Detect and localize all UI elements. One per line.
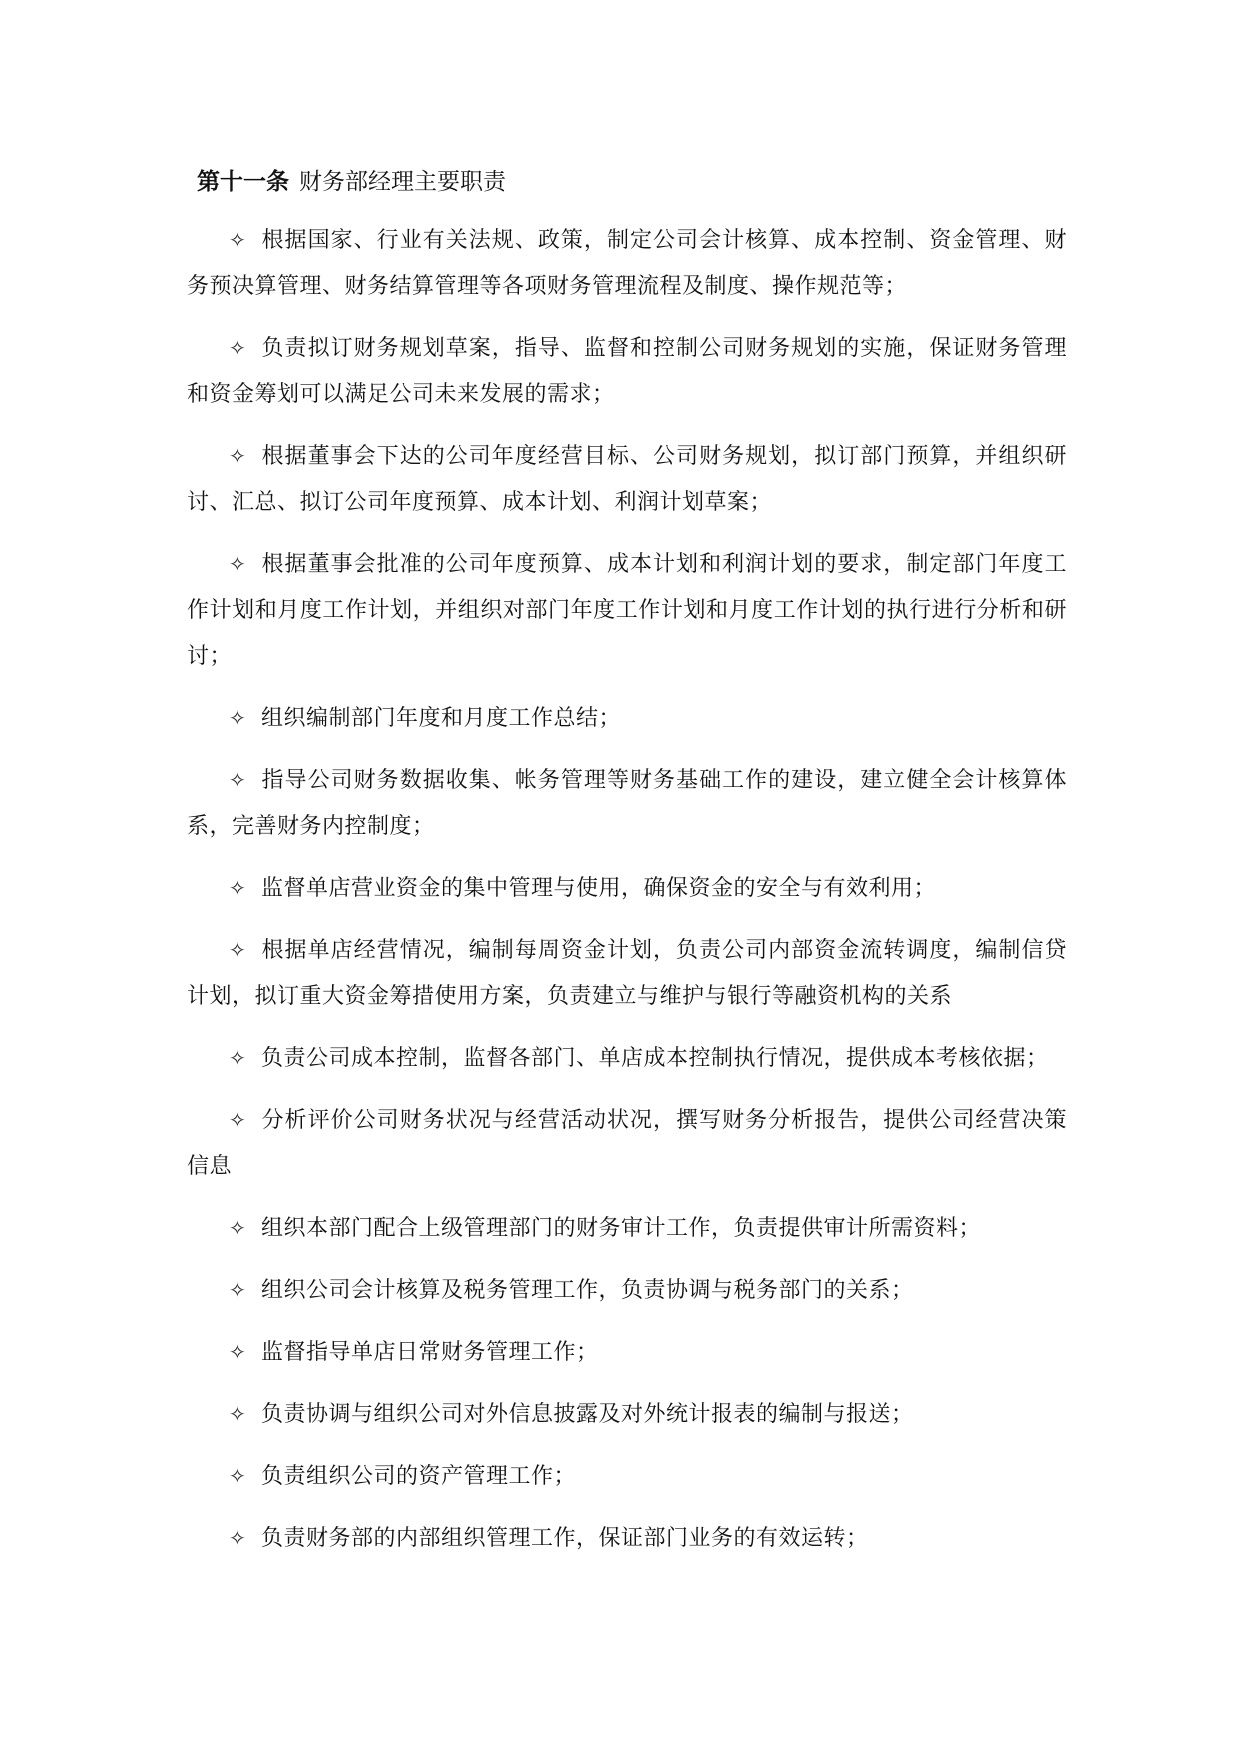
duty-text: 组织编制部门年度和月度工作总结； bbox=[261, 706, 622, 731]
duties-list bbox=[187, 217, 1067, 1562]
duty-item bbox=[187, 695, 1067, 742]
diamond-bullet-icon: ✧ bbox=[229, 876, 247, 900]
duty-item bbox=[187, 433, 1067, 526]
article-number: 第十一条 bbox=[197, 168, 289, 195]
diamond-bullet-icon: ✧ bbox=[229, 1278, 247, 1302]
duty-text: 指导公司财务数据收集、帐务管理等财务基础工作的建设，建立健全会计核算体系，完善财务内控制度； bbox=[187, 768, 1067, 839]
duty-item bbox=[187, 1205, 1067, 1252]
article-heading bbox=[197, 162, 1067, 202]
duty-text: 监督指导单店日常财务管理工作； bbox=[261, 1340, 599, 1365]
duty-text: 负责财务部的内部组织管理工作，保证部门业务的有效运转； bbox=[261, 1526, 869, 1551]
duty-text: 负责公司成本控制，监督各部门、单店成本控制执行情况，提供成本考核依据； bbox=[261, 1046, 1049, 1071]
diamond-bullet-icon: ✧ bbox=[229, 768, 247, 792]
duty-item bbox=[187, 757, 1067, 850]
duty-text: 负责协调与组织公司对外信息披露及对外统计报表的编制与报送； bbox=[261, 1402, 914, 1427]
duty-text: 组织本部门配合上级管理部门的财务审计工作，负责提供审计所需资料； bbox=[261, 1216, 982, 1241]
duty-item bbox=[187, 927, 1067, 1020]
duty-text: 监督单店营业资金的集中管理与使用，确保资金的安全与有效利用； bbox=[261, 876, 937, 901]
duty-item bbox=[187, 1453, 1067, 1500]
diamond-bullet-icon: ✧ bbox=[229, 1216, 247, 1240]
diamond-bullet-icon: ✧ bbox=[229, 336, 247, 360]
duty-text: 根据国家、行业有关法规、政策，制定公司会计核算、成本控制、资金管理、财务预决算管理、财务结算管理等各项财务管理流程及制度、操作规范等； bbox=[187, 228, 1067, 299]
diamond-bullet-icon: ✧ bbox=[229, 1046, 247, 1070]
diamond-bullet-icon: ✧ bbox=[229, 1340, 247, 1364]
document-content bbox=[187, 162, 1067, 1562]
duty-item bbox=[187, 217, 1067, 310]
duty-item bbox=[187, 1329, 1067, 1376]
duty-item bbox=[187, 1267, 1067, 1314]
duty-item bbox=[187, 325, 1067, 418]
diamond-bullet-icon: ✧ bbox=[229, 706, 247, 730]
diamond-bullet-icon: ✧ bbox=[229, 1464, 247, 1488]
diamond-bullet-icon: ✧ bbox=[229, 938, 247, 962]
duty-item bbox=[187, 865, 1067, 912]
duty-text: 负责组织公司的资产管理工作； bbox=[261, 1464, 577, 1489]
duty-text: 根据董事会批准的公司年度预算、成本计划和利润计划的要求，制定部门年度工作计划和月度工作计划，并组织对部门年度工作计划和月度工作计划的执行进行分析和研讨； bbox=[187, 552, 1067, 669]
duty-text: 根据单店经营情况，编制每周资金计划，负责公司内部资金流转调度，编制信贷计划，拟订重大资金筹措使用方案，负责建立与维护与银行等融资机构的关系 bbox=[187, 938, 1067, 1009]
diamond-bullet-icon: ✧ bbox=[229, 1402, 247, 1426]
duty-item bbox=[187, 1391, 1067, 1438]
diamond-bullet-icon: ✧ bbox=[229, 444, 247, 468]
duty-text: 负责拟订财务规划草案，指导、监督和控制公司财务规划的实施，保证财务管理和资金筹划可以满足公司未来发展的需求； bbox=[187, 336, 1067, 407]
duty-text: 分析评价公司财务状况与经营活动状况，撰写财务分析报告，提供公司经营决策信息 bbox=[187, 1108, 1067, 1179]
duty-item bbox=[187, 541, 1067, 680]
diamond-bullet-icon: ✧ bbox=[229, 1526, 247, 1550]
diamond-bullet-icon: ✧ bbox=[229, 552, 247, 576]
duty-item bbox=[187, 1097, 1067, 1190]
duty-item bbox=[187, 1515, 1067, 1562]
article-title: 财务部经理主要职责 bbox=[299, 169, 506, 195]
diamond-bullet-icon: ✧ bbox=[229, 228, 247, 252]
duty-text: 根据董事会下达的公司年度经营目标、公司财务规划，拟订部门预算，并组织研讨、汇总、拟订公司年度预算、成本计划、利润计划草案； bbox=[187, 444, 1067, 515]
duty-item bbox=[187, 1035, 1067, 1082]
duty-text: 组织公司会计核算及税务管理工作，负责协调与税务部门的关系； bbox=[261, 1278, 914, 1303]
diamond-bullet-icon: ✧ bbox=[229, 1108, 247, 1132]
